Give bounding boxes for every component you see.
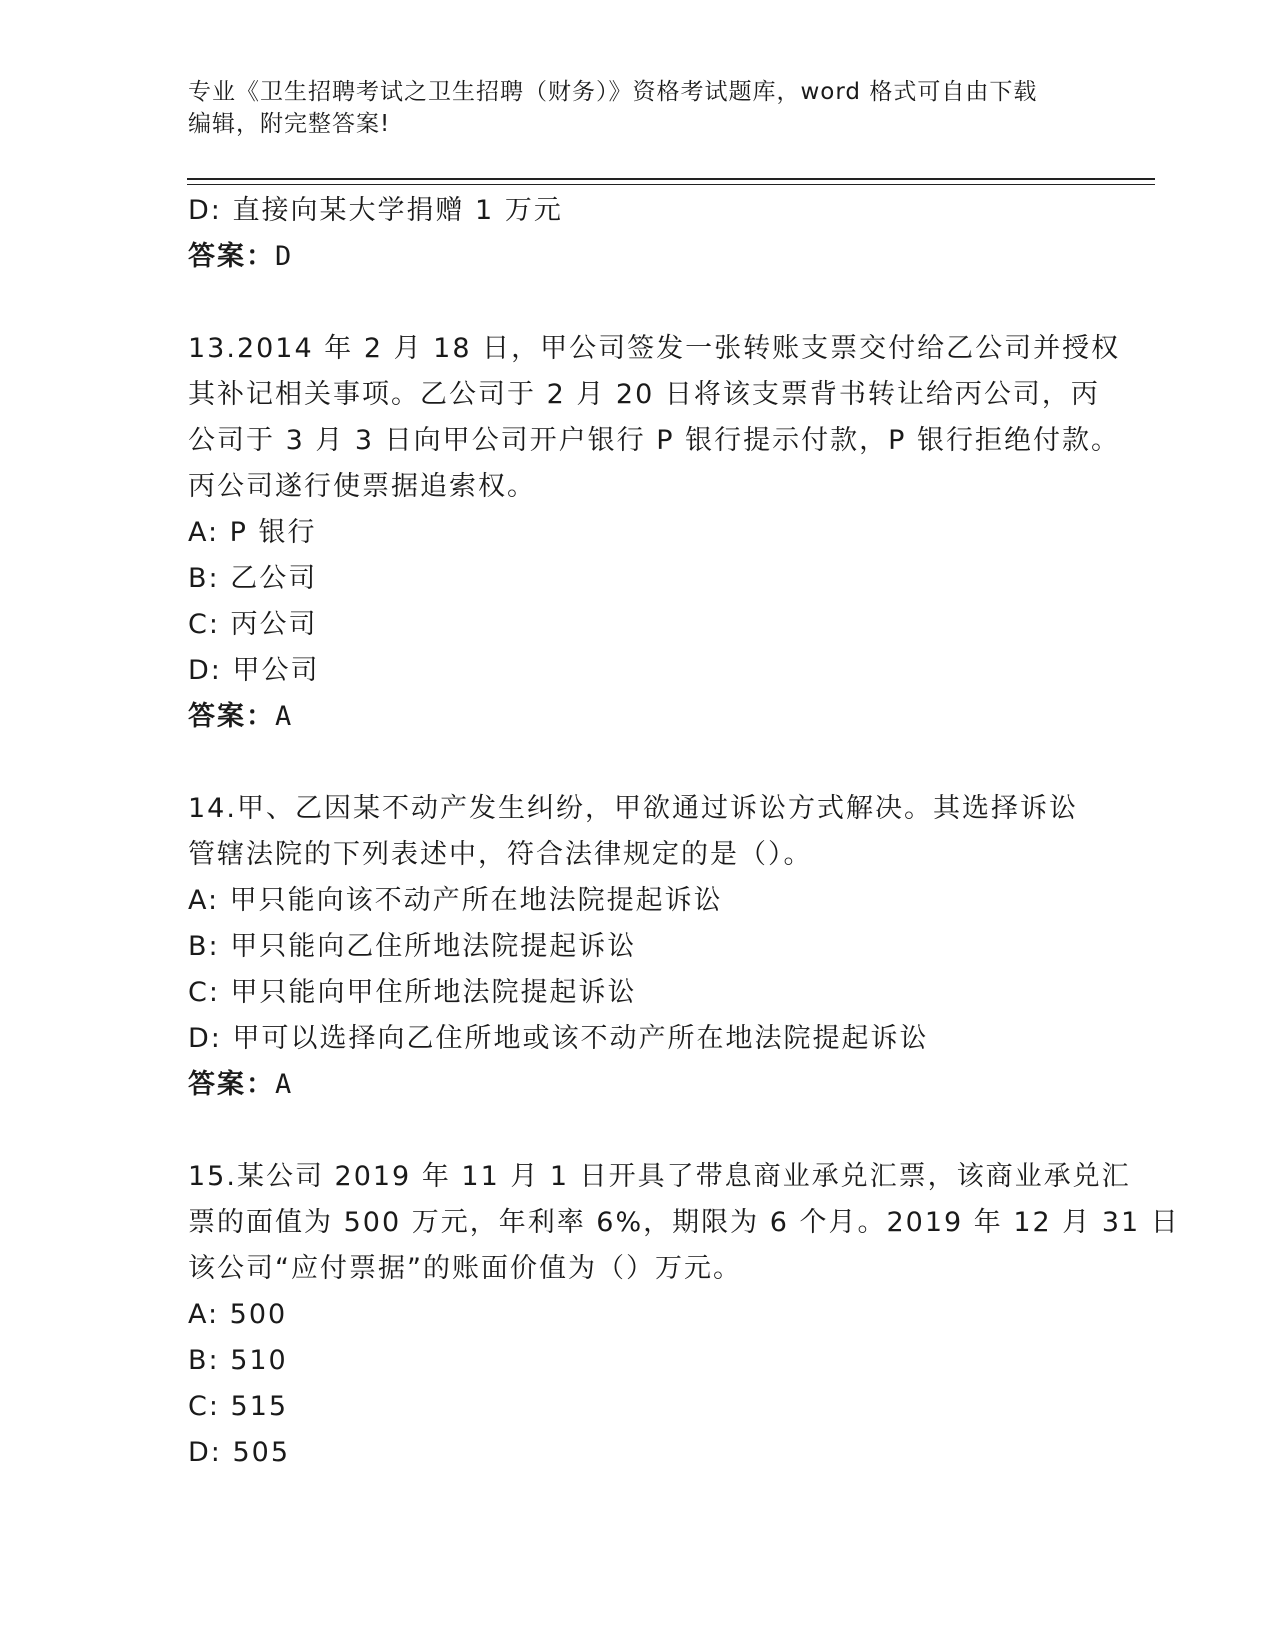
question-stem-line: 该公司“应付票据”的账面价值为（）万元。: [188, 1253, 742, 1284]
option-a: A: 500: [188, 1299, 288, 1330]
answer-value: D: [275, 241, 294, 272]
option-d: D: 505: [188, 1437, 291, 1468]
question-content: [188, 188, 1180, 1476]
option-d: D: 甲可以选择向乙住所地或该不动产所在地法院提起诉讼: [188, 1023, 929, 1054]
option-b: B: 乙公司: [188, 563, 318, 594]
answer-value: A: [275, 1069, 294, 1100]
document-header: [188, 76, 1068, 140]
option-c: C: 甲只能向甲住所地法院提起诉讼: [188, 977, 637, 1008]
question-stem-line: 公司于 3 月 3 日向甲公司开户银行 P 银行提示付款，P 银行拒绝付款。: [188, 425, 1120, 456]
header-divider-thin: [187, 184, 1155, 185]
question-stem-line: 其补记相关事项。乙公司于 2 月 20 日将该支票背书转让给丙公司，丙: [188, 379, 1100, 410]
option-d: D: 甲公司: [188, 655, 320, 686]
question-stem-line: 13.2014 年 2 月 18 日，甲公司签发一张转账支票交付给乙公司并授权: [188, 333, 1121, 364]
question-15: [188, 1154, 1180, 1476]
question-stem-line: 14.甲、乙因某不动产发生纠纷，甲欲通过诉讼方式解决。其选择诉讼: [188, 793, 1078, 824]
answer-line: [188, 1062, 1088, 1108]
option-c: C: 515: [188, 1391, 289, 1422]
spacer: [188, 280, 1088, 326]
answer-value: A: [275, 701, 294, 732]
header-divider-thick: [187, 178, 1155, 180]
header-line-2: 编辑，附完整答案!: [188, 111, 391, 137]
question-stem-line: 15.某公司 2019 年 11 月 1 日开具了带息商业承兑汇票，该商业承兑汇: [188, 1161, 1131, 1192]
option-a: A: 甲只能向该不动产所在地法院提起诉讼: [188, 885, 723, 916]
question-13: [188, 326, 1121, 740]
question-14: [188, 786, 1088, 1108]
option-d: D: 直接向某大学捐赠 1 万元: [188, 195, 563, 226]
answer-label: 答案：: [188, 241, 275, 272]
question-stem-line: 管辖法院的下列表述中，符合法律规定的是（）。: [188, 839, 813, 870]
answer-label: 答案：: [188, 1069, 275, 1100]
spacer: [188, 740, 1088, 786]
option-b: B: 甲只能向乙住所地法院提起诉讼: [188, 931, 637, 962]
header-line-1: 专业《卫生招聘考试之卫生招聘（财务）》资格考试题库，word 格式可自由下载: [188, 79, 1038, 105]
spacer: [188, 1108, 1088, 1154]
answer-line: [188, 234, 1088, 280]
answer-label: 答案：: [188, 701, 275, 732]
option-b: B: 510: [188, 1345, 288, 1376]
option-a: A: P 银行: [188, 517, 317, 548]
answer-line: [188, 694, 1088, 740]
question-stem-line: 丙公司遂行使票据追索权。: [188, 471, 536, 502]
option-c: C: 丙公司: [188, 609, 318, 640]
question-stem-line: 票的面值为 500 万元，年利率 6%，期限为 6 个月。2019 年 12 月 31 日: [188, 1207, 1180, 1238]
